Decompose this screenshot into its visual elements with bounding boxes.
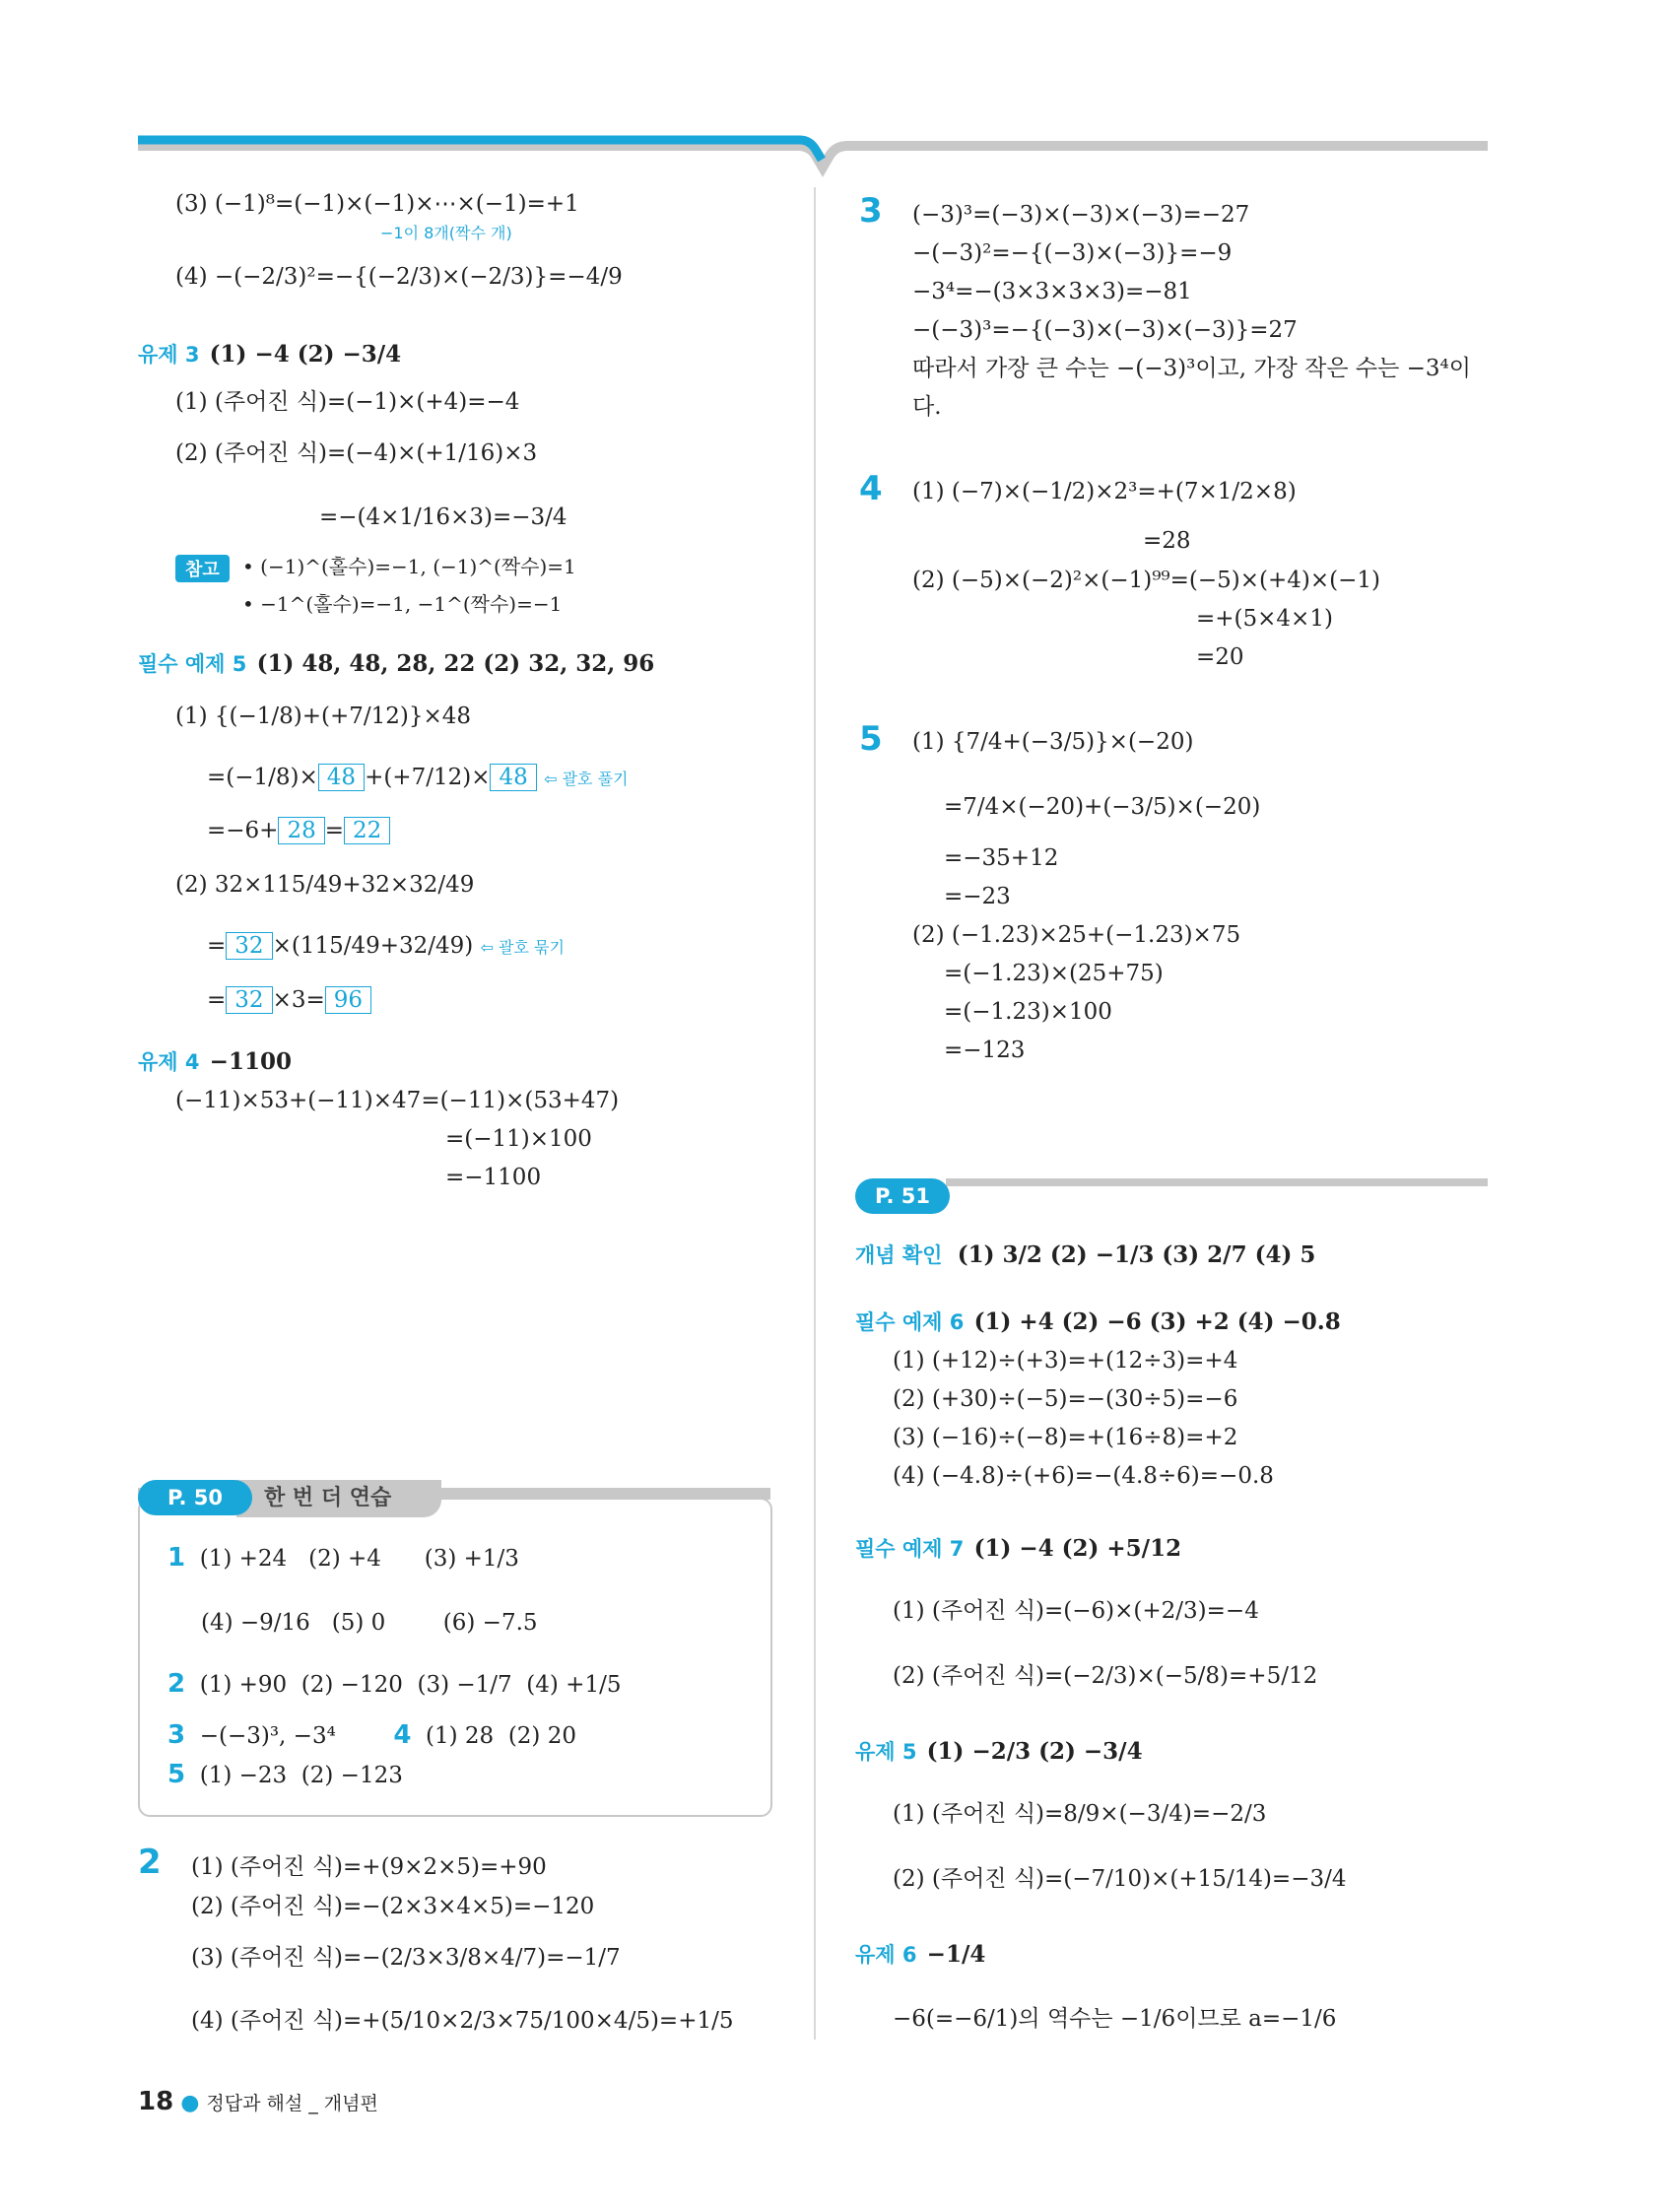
footer	[138, 2087, 378, 2116]
yuje3-line-3: =−(4×1/16×3)=−3/4	[319, 504, 567, 530]
blank-box: 32	[226, 986, 272, 1014]
bullet-dot: ●	[180, 2091, 200, 2115]
yuje3-heading: 유제 3 (1) −4 (2) −3/4	[138, 341, 402, 368]
hint-note: ⇦ 괄호 풀기	[544, 770, 629, 788]
sol4-line-1: (1) (−7)×(−1/2)×2³=+(7×1/2×8)	[912, 479, 1297, 504]
sol2-line-3: (3) (주어진 식)=−(2/3×3/8×4/7)=−1/7	[191, 1945, 621, 1971]
hint-note: ⇦ 괄호 묶기	[480, 938, 565, 957]
sol5-line-3: =−35+12	[944, 845, 1059, 871]
chamgo-badge: 참고	[175, 555, 230, 582]
yuje4-line-1: (−11)×53+(−11)×47=(−11)×(53+47)	[175, 1088, 620, 1113]
yuje3-line-1: (1) (주어진 식)=(−1)×(+4)=−4	[175, 389, 520, 415]
pilsu6-line-4: (4) (−4.8)÷(+6)=−(4.8÷6)=−0.8	[893, 1463, 1274, 1489]
pilsu7-line-1: (1) (주어진 식)=(−6)×(+2/3)=−4	[893, 1598, 1259, 1624]
sol3-line-2: −(−3)²=−{(−3)×(−3)}=−9	[912, 240, 1233, 266]
blank-box: 22	[344, 817, 390, 844]
yuje4-line-2: =(−11)×100	[445, 1126, 592, 1152]
practice-row-4: 3 −(−3)³, −3⁴ 4 (1) 28 (2) 20	[167, 1720, 576, 1750]
pilsu7-line-2: (2) (주어진 식)=(−2/3)×(−5/8)=+5/12	[893, 1663, 1318, 1689]
p51-bar	[946, 1178, 1488, 1186]
pilsu6-heading: 필수 예제 6 (1) +4 (2) −6 (3) +2 (4) −0.8	[855, 1308, 1341, 1335]
blank-box: 48	[318, 764, 365, 791]
pilsu6-line-2: (2) (+30)÷(−5)=−(30÷5)=−6	[893, 1386, 1238, 1412]
pilsu5-line-1: (1) {(−1/8)+(+7/12)}×48	[175, 704, 472, 729]
pilsu5-line-5: = 32 ×(115/49+32/49) ⇦ 괄호 묶기	[207, 933, 565, 959]
yuje5-heading: 유제 5 (1) −2/3 (2) −3/4	[855, 1738, 1143, 1765]
sol5-line-5: (2) (−1.23)×25+(−1.23)×75	[912, 922, 1241, 948]
sol5-line-1: (1) {7/4+(−3/5)}×(−20)	[912, 729, 1194, 755]
blank-box: 48	[490, 764, 536, 791]
chamgo-line-2: • −1^(홀수)=−1, −1^(짝수)=−1	[242, 592, 563, 616]
blank-box: 96	[325, 986, 371, 1014]
sol4-line-2: =28	[1143, 528, 1191, 554]
practice-page-pill: P. 50	[138, 1480, 252, 1515]
pilsu5-line-2: =(−1/8)× 48 +(+7/12)× 48 ⇦ 괄호 풀기	[207, 765, 629, 790]
concept-check: 개념 확인 (1) 3/2 (2) −1/3 (3) 2/7 (4) 5	[855, 1241, 1316, 1268]
pilsu6-line-1: (1) (+12)÷(+3)=+(12÷3)=+4	[893, 1348, 1238, 1374]
sol3-line-6: 다.	[912, 394, 942, 420]
sol5-line-2: =7/4×(−20)+(−3/5)×(−20)	[944, 794, 1261, 820]
yuje3-line-2: (2) (주어진 식)=(−4)×(+1/16)×3	[175, 440, 538, 466]
sol5-line-6: =(−1.23)×(25+75)	[944, 961, 1164, 986]
practice-row-2: (4) −9/16 (5) 0 (6) −7.5	[201, 1610, 538, 1636]
page-number: 18	[138, 2087, 174, 2116]
chamgo-line-1: • (−1)^(홀수)=−1, (−1)^(짝수)=1	[242, 555, 576, 578]
yuje5-line-2: (2) (주어진 식)=(−7/10)×(+15/14)=−3/4	[893, 1866, 1347, 1892]
sol4-line-4: =+(5×4×1)	[1196, 606, 1333, 632]
p51-page-pill: P. 51	[855, 1178, 950, 1214]
sol2-line-4: (4) (주어진 식)=+(5/10×2/3×75/100×4/5)=+1/5	[191, 2008, 734, 2034]
ex4-line: (4) −(−2/3)²=−{(−2/3)×(−2/3)}=−4/9	[175, 264, 623, 290]
sol2-number: 2	[138, 1843, 162, 1882]
ex3-note: −1이 8개(짝수 개)	[380, 224, 512, 242]
practice-row-1: 1 (1) +24 (2) +4 (3) +1/3	[167, 1543, 519, 1573]
pilsu5-line-3: =−6+ 28 = 22	[207, 816, 390, 845]
yuje4-line-3: =−1100	[445, 1165, 542, 1190]
practice-row-3: 2 (1) +90 (2) −120 (3) −1/7 (4) +1/5	[167, 1669, 622, 1699]
pilsu5-heading: 필수 예제 5 (1) 48, 48, 28, 22 (2) 32, 32, 96	[138, 650, 655, 677]
sol4-line-5: =20	[1196, 644, 1244, 670]
sol3-line-4: −(−3)³=−{(−3)×(−3)×(−3)}=27	[912, 317, 1298, 343]
pilsu5-line-6: = 32 ×3= 96	[207, 985, 371, 1015]
yuje6-line: −6(=−6/1)의 역수는 −1/6이므로 a=−1/6	[893, 2006, 1337, 2032]
column-divider	[814, 187, 816, 2040]
sol2-line-2: (2) (주어진 식)=−(2×3×4×5)=−120	[191, 1894, 595, 1919]
pilsu6-line-3: (3) (−16)÷(−8)=+(16÷8)=+2	[893, 1425, 1238, 1450]
pilsu7-heading: 필수 예제 7 (1) −4 (2) +5/12	[855, 1535, 1182, 1562]
sol3-number: 3	[859, 191, 883, 231]
sol4-number: 4	[859, 469, 883, 508]
sol5-number: 5	[859, 719, 883, 759]
sol4-line-3: (2) (−5)×(−2)²×(−1)⁹⁹=(−5)×(+4)×(−1)	[912, 568, 1381, 593]
yuje4-heading: 유제 4 −1100	[138, 1048, 292, 1075]
sol5-line-8: =−123	[944, 1038, 1026, 1063]
sol2-line-1: (1) (주어진 식)=+(9×2×5)=+90	[191, 1854, 547, 1880]
practice-title-tab: 한 번 더 연습	[236, 1480, 441, 1517]
pilsu5-line-4: (2) 32×115/49+32×32/49	[175, 872, 475, 898]
yuje6-heading: 유제 6 −1/4	[855, 1941, 986, 1968]
sol3-line-1: (−3)³=(−3)×(−3)×(−3)=−27	[912, 202, 1250, 228]
sol5-line-7: =(−1.23)×100	[944, 999, 1112, 1025]
practice-row-5: 5 (1) −23 (2) −123	[167, 1760, 403, 1789]
sol5-line-4: =−23	[944, 884, 1011, 909]
sol3-line-5: 따라서 가장 큰 수는 −(−3)³이고, 가장 작은 수는 −3⁴이	[912, 356, 1471, 381]
blank-box: 32	[226, 932, 272, 960]
sol3-line-3: −3⁴=−(3×3×3×3)=−81	[912, 279, 1192, 304]
ex3-line: (3) (−1)⁸=(−1)×(−1)×⋯×(−1)=+1	[175, 191, 579, 217]
footer-title: 정답과 해설 _ 개념편	[206, 2093, 378, 2114]
header-bar	[0, 0, 1668, 177]
blank-box: 28	[278, 817, 324, 844]
yuje5-line-1: (1) (주어진 식)=8/9×(−3/4)=−2/3	[893, 1801, 1267, 1827]
